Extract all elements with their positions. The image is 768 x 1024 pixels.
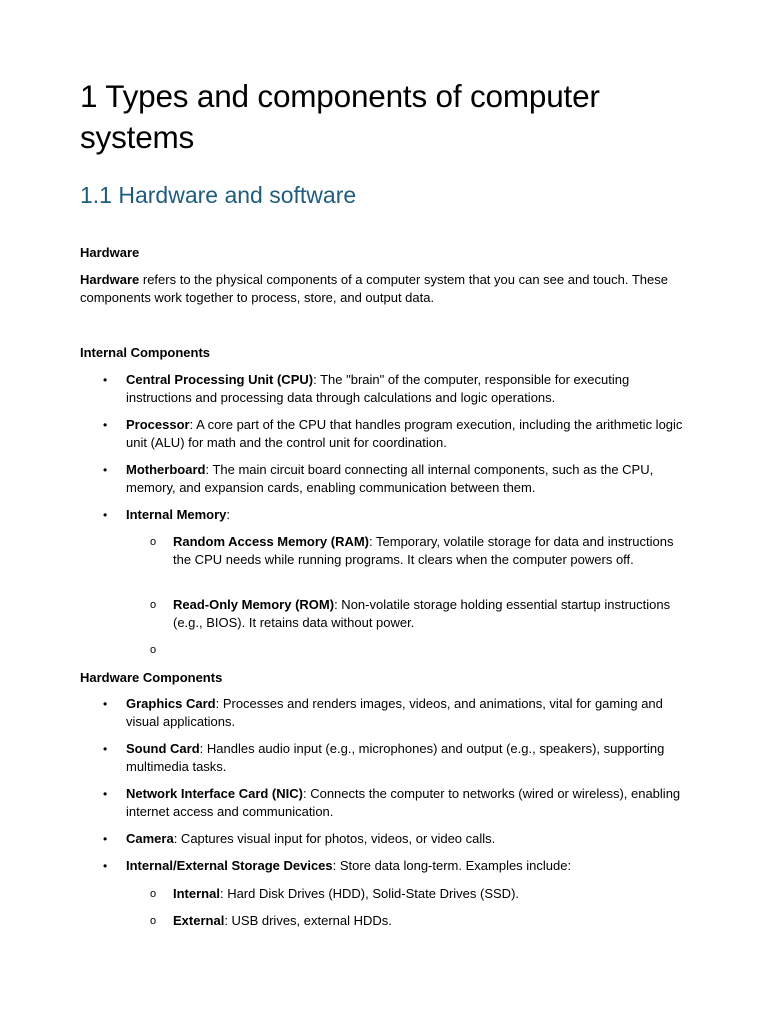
bullet-marker: • <box>103 787 108 801</box>
list-item-nic <box>126 785 696 820</box>
list-item-sound-card <box>126 740 696 775</box>
hardware-label: Hardware <box>80 245 140 260</box>
item-text: : Hard Disk Drives (HDD), Solid-State Drives (SSD). <box>219 886 520 901</box>
list-item-motherboard <box>126 461 696 496</box>
circle-marker: o <box>150 644 157 656</box>
list-item-processor <box>126 416 696 451</box>
hardware-paragraph <box>80 271 680 307</box>
bullet-marker: • <box>103 463 108 477</box>
item-term: Read-Only Memory (ROM) <box>173 597 335 612</box>
item-text: : Processes and renders images, videos, and animations, vital for gaming and visual applications. <box>126 696 663 729</box>
item-text: : Handles audio input (e.g., microphones) and output (e.g., speakers), supporting multimedia tasks. <box>126 741 665 774</box>
item-term: Sound Card <box>126 741 200 756</box>
list-item-graphics-card <box>126 695 696 730</box>
list-item-external-storage <box>173 912 683 930</box>
item-text: : The main circuit board connecting all internal components, such as the CPU, memory, and expansion cards, enabling communication between them. <box>126 462 654 495</box>
item-text: : Captures visual input for photos, videos, or video calls. <box>173 831 496 846</box>
item-term: Central Processing Unit (CPU) <box>126 372 314 387</box>
internal-components-label: Internal Components <box>80 345 211 360</box>
bullet-marker: • <box>103 859 108 873</box>
hardware-term: Hardware <box>80 272 140 287</box>
item-term: External <box>173 913 225 928</box>
bullet-marker: • <box>103 508 108 522</box>
item-term: Random Access Memory (RAM) <box>173 534 370 549</box>
bullet-marker: • <box>103 697 108 711</box>
item-term: Processor <box>126 417 190 432</box>
circle-marker: o <box>150 536 157 548</box>
item-text: : Non-volatile storage holding essential startup instructions (e.g., BIOS). It retains data without power. <box>173 597 671 630</box>
item-term: Graphics Card <box>126 696 216 711</box>
item-term: Internal <box>173 886 220 901</box>
section-heading: 1.1 Hardware and software <box>80 182 357 208</box>
item-term: Camera <box>126 831 174 846</box>
list-item-rom <box>173 596 683 631</box>
circle-marker: o <box>150 915 157 927</box>
item-text: : Store data long-term. Examples include: <box>332 858 572 873</box>
bullet-marker: • <box>103 832 108 846</box>
item-text: : Temporary, volatile storage for data and instructions the CPU needs while running programs. It clears when the computer powers off. <box>173 534 674 567</box>
item-term: Internal/External Storage Devices <box>126 858 333 873</box>
item-text: : USB drives, external HDDs. <box>224 913 392 928</box>
list-item-camera <box>126 830 696 848</box>
list-item-cpu <box>126 371 696 406</box>
item-text: : A core part of the CPU that handles program execution, including the arithmetic logic unit (ALU) for math and the control unit for coordination. <box>126 417 683 450</box>
hardware-text: refers to the physical components of a computer system that you can see and touch. These components work together to process, store, and output data. <box>80 272 668 305</box>
circle-marker: o <box>150 888 157 900</box>
item-term: Motherboard <box>126 462 206 477</box>
circle-marker: o <box>150 599 157 611</box>
page-title: 1 Types and components of computer systems <box>80 78 600 155</box>
list-item-ram <box>173 533 683 568</box>
bullet-marker: • <box>103 742 108 756</box>
item-text: : Connects the computer to networks (wired or wireless), enabling internet access and communication. <box>126 786 681 819</box>
bullet-marker: • <box>103 373 108 387</box>
bullet-marker: • <box>103 418 108 432</box>
list-item-internal-storage <box>173 885 683 903</box>
list-item-storage-devices <box>126 857 696 875</box>
item-text: : <box>226 507 231 522</box>
hardware-components-label: Hardware Components <box>80 670 223 685</box>
item-text: : The "brain" of the computer, responsible for executing instructions and processing data through calculations and logic operations. <box>126 372 630 405</box>
item-term: Internal Memory <box>126 507 227 522</box>
list-item-internal-memory <box>126 506 696 524</box>
item-term: Network Interface Card (NIC) <box>126 786 303 801</box>
